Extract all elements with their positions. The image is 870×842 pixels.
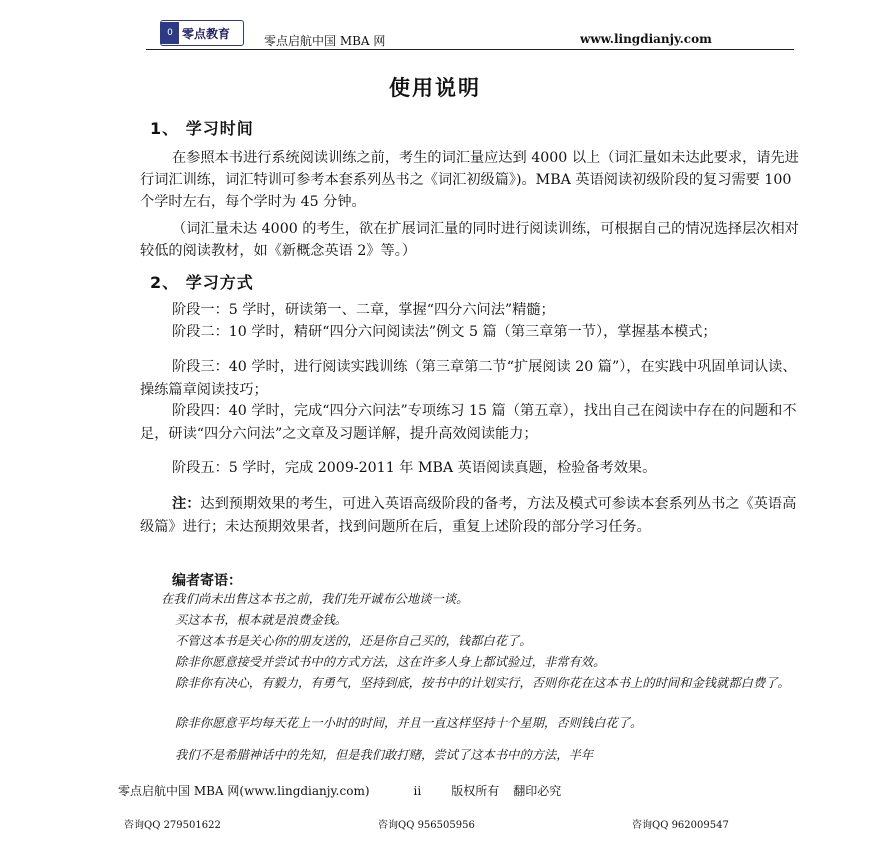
footer-info [118,782,561,799]
footer-contact-qq: 咨询QQ 962009547 [632,820,729,831]
brand-logo [160,20,244,46]
footer-piracy: 翻印必究 [513,784,562,798]
logo-text: 零点教育 [182,26,231,41]
stage-item: 阶段三：40 学时，进行阅读实践训练（第三章第二节“扩展阅读 20 篇”），在实践中巩固单词认读、操练篇章阅读技巧； [140,359,797,398]
footer-contact-qq: 咨询QQ 279501622 [124,820,221,831]
footer-rights: 版权所有 [451,784,500,798]
editor-line: 不管这本书是关心你的朋友送的，还是你自己买的，钱都白花了。 [175,634,532,648]
method-note [140,493,800,538]
vocabulary-note-paragraph: （词汇量未达 4000 的考生，欲在扩展词汇量的同时进行阅读训练，可根据自己的情况选择层次相对较低的阅读教材，如《新概念英语 2》等。） [140,221,799,259]
note-label: 注： [172,496,201,512]
stage-item: 阶段二：10 学时，精研“四分六问阅读法”例文 5 篇（第三章第一节），掌握基本模式； [172,324,717,340]
editor-line: 除非你有决心，有毅力，有勇气，坚持到底，按书中的计划实行，否则你花在这本书上的时间和金钱就都白费了。 [175,676,790,690]
editor-line: 在我们尚未出售这本书之前，我们先开诚布公地谈一谈。 [161,592,469,606]
logo-mark-icon: 0 [161,22,179,44]
editor-line: 除非你愿意接受并尝试书中的方式方法，这在许多人身上都试验过，非常有效。 [175,655,606,669]
editor-message-heading: 编者寄语： [172,573,242,589]
page-title: 使用说明 [389,76,481,100]
footer-contact-qq: 咨询QQ 956505956 [378,820,475,831]
editor-line: 除非你愿意平均每天花上一小时的时间，并且一直这样坚持十个星期，否则钱白花了。 [175,716,643,730]
editor-line: 我们不是希腊神话中的先知，但是我们敢打赌，尝试了这本书中的方法，半年 [175,748,594,762]
stage-item: 阶段五：5 学时，完成 2009-2011 年 MBA 英语阅读真题，检验备考效果。 [172,460,657,476]
footer-site: 零点启航中国 MBA 网(www.lingdianjy.com) [118,784,370,798]
header-site-url[interactable]: www.lingdianjy.com [580,32,712,46]
section-heading-study-time: 1、 学习时间 [150,119,254,138]
page-header [0,0,870,52]
editor-line: 买这本书，根本就是浪费金钱。 [175,613,348,627]
stage-item: 阶段四：40 学时，完成“四分六问法”专项练习 15 篇（第五章），找出自己在阅读中存在的问题和不足，研读“四分六问法”之文章及习题详解，提升高效阅读能力； [140,403,797,442]
study-time-paragraph: 在参照本书进行系统阅读训练之前，考生的词汇量应达到 4000 以上（词汇量如未达此要求，请先进行词汇训练，词汇特训可参考本套系列丛书之《词汇初级篇》)。MBA 英语阅读初级阶段的复习需要 100 个学时左右，每个学时为 45 分钟。 [140,150,799,210]
section-heading-study-method: 2、 学习方式 [150,273,254,292]
footer-page-number: ii [413,784,422,798]
header-divider [146,49,794,50]
stage-item: 阶段一：5 学时，研读第一、二章，掌握“四分六问法”精髓； [172,302,555,318]
note-text: 达到预期效果的考生，可进入英语高级阶段的备考，方法及模式可参读本套系列丛书之《英语高级篇》进行；未达预期效果者，找到问题所在后，重复上述阶段的部分学习任务。 [140,496,797,535]
header-site-name: 零点启航中国 MBA 网 [264,34,386,48]
